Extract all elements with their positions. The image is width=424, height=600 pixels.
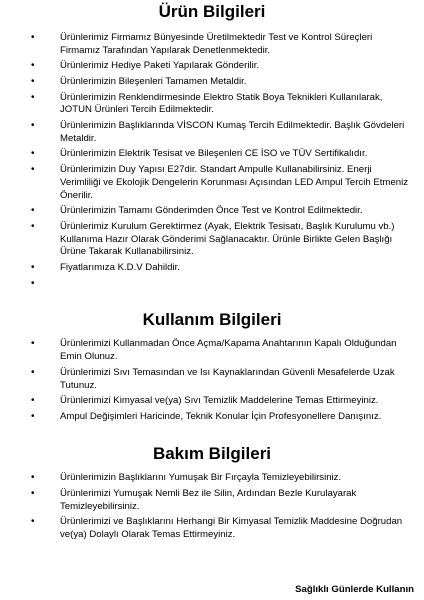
list-item-text: Ürünlerimiz Hediye Paketi Yapılarak Gönderilir. bbox=[60, 60, 260, 72]
list-item-text: Ürünlerimizin Tamamı Gönderimden Önce Test ve Kontrol Edilmektedir. bbox=[60, 205, 363, 217]
bullet-icon: • bbox=[31, 488, 35, 500]
bullet-icon: • bbox=[31, 472, 35, 484]
bullet-icon: • bbox=[31, 220, 35, 232]
list-item-text: Fiyatlarımıza K.D.V Dahildir. bbox=[60, 261, 180, 273]
bullet-icon: • bbox=[31, 366, 35, 378]
section-title-urun: Ürün Bilgileri bbox=[158, 2, 266, 21]
list-item bbox=[0, 411, 412, 424]
urun-list bbox=[0, 32, 424, 290]
bullet-icon: • bbox=[31, 148, 35, 160]
list-item-text: Ürünlerimizi Kullanmadan Önce Açma/Kapama Anahtarının Kapalı Olduğundan Emin Olunuz. bbox=[60, 338, 397, 363]
list-item-text: Ürünlerimizin Bileşenleri Tamamen Metaldir. bbox=[60, 75, 247, 87]
list-item bbox=[0, 395, 412, 408]
bullet-icon: • bbox=[31, 205, 35, 217]
bullet-icon: • bbox=[31, 261, 35, 273]
footer-slogan: Sağlıklı Günlerde Kullanın bbox=[295, 584, 414, 595]
bakim-list bbox=[0, 472, 424, 542]
list-item bbox=[0, 76, 412, 89]
bullet-icon: • bbox=[31, 338, 35, 350]
list-item bbox=[0, 148, 412, 161]
list-item-text: Ürünlerimizin Başlıklarında VİSCON Kumaş Tercih Edilmektedir. Başlık Gövdeleri Metaldir. bbox=[60, 119, 405, 144]
bullet-icon: • bbox=[31, 395, 35, 407]
bullet-icon: • bbox=[31, 60, 35, 72]
list-item bbox=[0, 120, 412, 146]
list-item bbox=[0, 338, 412, 364]
list-item-text: Ürünlerimizi Yumuşak Nemli Bez ile Silin, Ardından Bezle Kurulayarak Temizleyebilirsiniz. bbox=[60, 488, 357, 512]
list-item bbox=[0, 92, 412, 118]
list-item bbox=[0, 278, 412, 291]
list-item bbox=[0, 516, 412, 542]
bullet-icon: • bbox=[31, 75, 35, 87]
list-item bbox=[0, 221, 412, 259]
bullet-icon: • bbox=[31, 91, 35, 103]
list-item-text: Ürünlerimizin Başlıklarını Yumuşak Bir Fırçayla Temizleyebilirsiniz. bbox=[60, 472, 342, 484]
list-item-text: Ürünlerimizi Kimyasal ve(ya) Sıvı Temizlik Maddelerine Temas Ettirmeyiniz. bbox=[60, 395, 379, 407]
list-item bbox=[0, 32, 412, 58]
list-item-text: Ürünlerimizi ve Başlıklarını Herhangi Bir Kimyasal Temizlik Maddesine Doğrudan ve(ya) Dolaylı Olarak Temas Ettirmeyiniz. bbox=[60, 516, 403, 541]
list-item bbox=[0, 488, 412, 514]
list-item-text: Ürünlerimizi Sıvı Temasından ve Isı Kaynaklarından Güvenli Mesafelerde Uzak Tutunuz. bbox=[60, 366, 395, 391]
kullanim-list bbox=[0, 338, 424, 423]
bullet-icon: • bbox=[31, 119, 35, 131]
list-item-text: Ürünlerimizin Renklendirmesinde Elektro Statik Boya Teknikleri Kullanılarak, JOTUN Ürünleri Tercih Edilmektedir. bbox=[60, 91, 383, 116]
list-item bbox=[0, 205, 412, 218]
list-item bbox=[0, 367, 412, 393]
bullet-icon: • bbox=[31, 410, 35, 422]
section-title-kullanim: Kullanım Bilgileri bbox=[142, 310, 282, 330]
list-item bbox=[0, 164, 412, 202]
section-title-bakim: Bakım Bilgileri bbox=[152, 444, 272, 464]
bullet-icon: • bbox=[31, 163, 35, 175]
bullet-icon: • bbox=[31, 277, 35, 289]
list-item-text: Ürünlerimiz Firmamız Bünyesinde Üretilmektedir Test ve Kontrol Süreçleri Firmamız Tarafından Yapılarak Denetlenmektedir. bbox=[60, 32, 373, 56]
list-item-text: Ampul Değişimleri Haricinde, Teknik Konular İçin Profesyonellere Danışınız. bbox=[60, 410, 382, 422]
list-item bbox=[0, 60, 412, 73]
list-item bbox=[0, 262, 412, 275]
bullet-icon: • bbox=[31, 516, 35, 528]
list-item-text: Ürünlerimizin Duy Yapısı E27dir. Standart Ampulle Kullanabilirsiniz. Enerji Verimliliği ve Ekolojik Dengelerin Korunması Açısından LED Ampul Tercih Etmeniz Önerilir. bbox=[60, 163, 409, 201]
list-item bbox=[0, 472, 412, 485]
list-item-text: Ürünlerimiz Kurulum Gerektirmez (Ayak, Elektrik Tesisatı, Başlık Kurulumu vb.) Kullanıma Hazır Olarak Gönderimi Sağlanacaktır. Ürünle Birlikte Gelen Başlığı Ürüne Takarak Kullanabilirsiniz. bbox=[60, 220, 395, 258]
list-item-text: Ürünlerimizin Elektrik Tesisat ve Bileşenleri CE İSO ve TÜV Sertifikalıdır. bbox=[60, 148, 368, 160]
bullet-icon: • bbox=[31, 32, 35, 43]
